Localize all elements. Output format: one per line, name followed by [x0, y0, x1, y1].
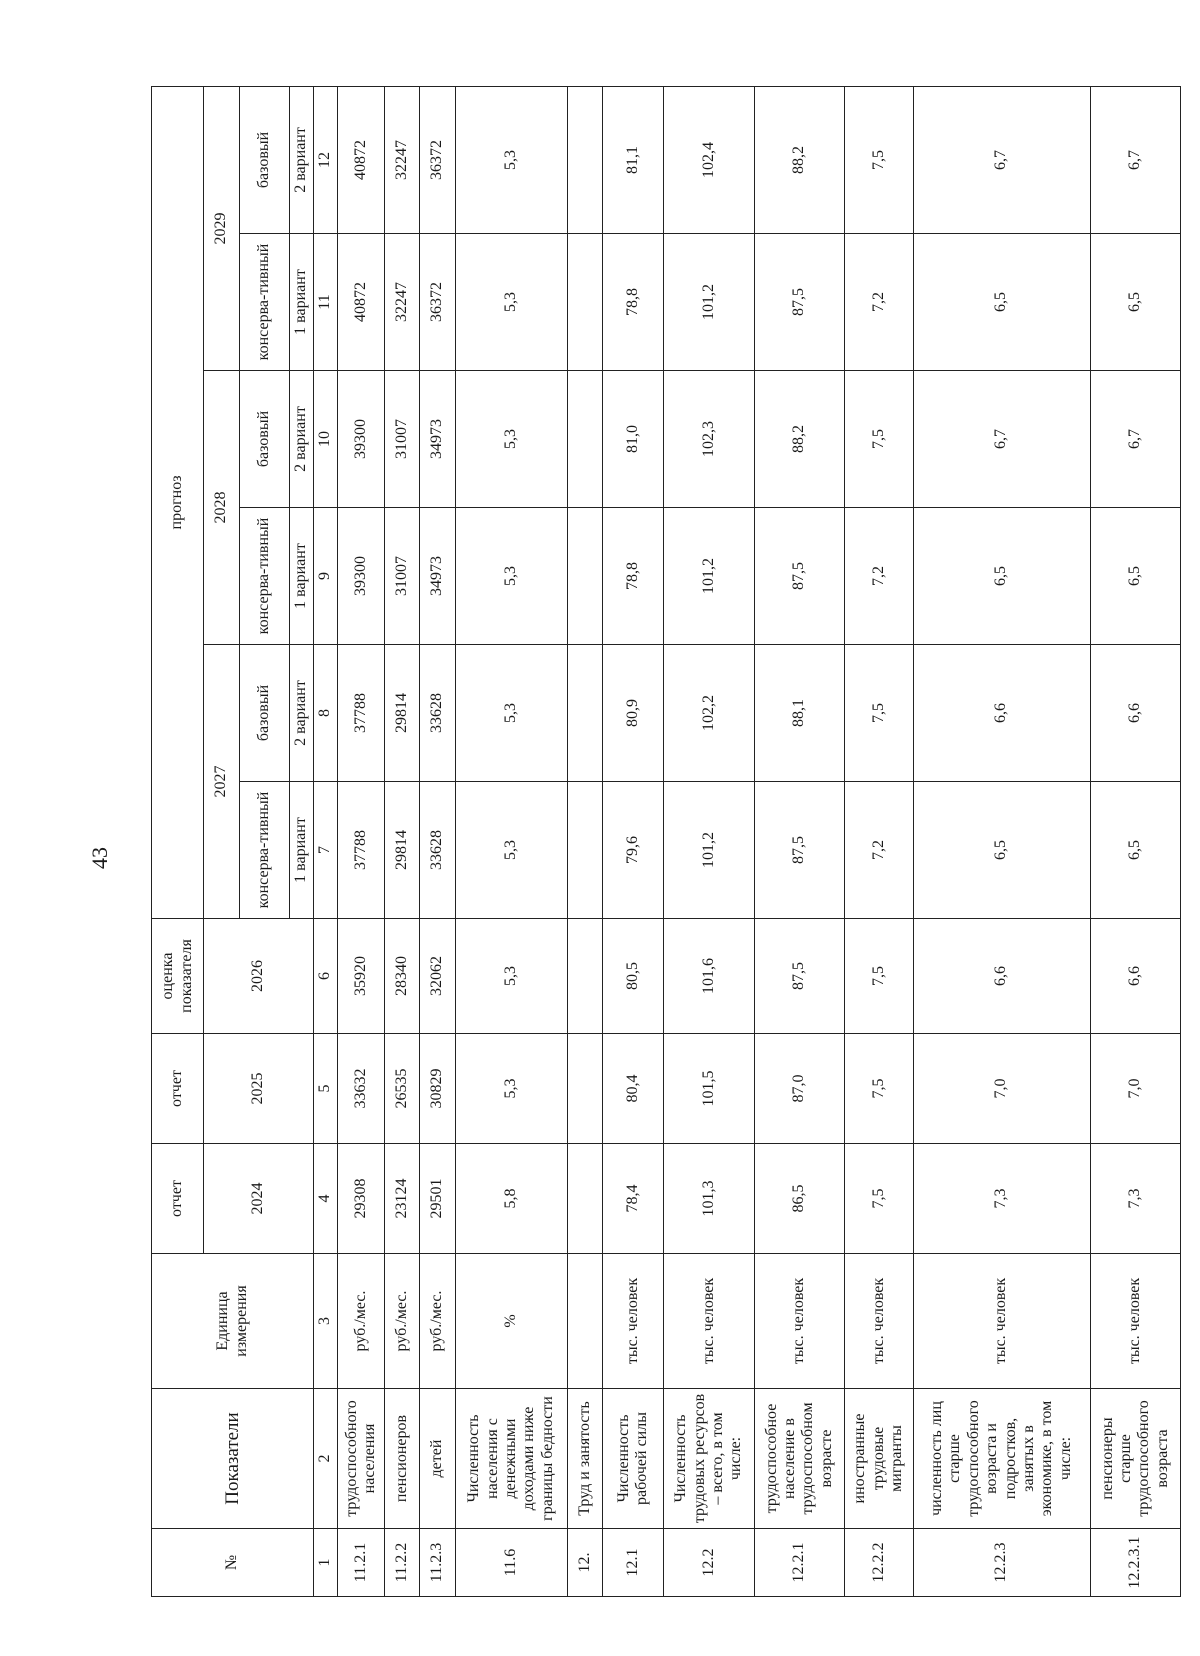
row-value: 81,1 — [603, 86, 664, 233]
row-value: 102,3 — [664, 371, 754, 508]
table-row — [420, 86, 455, 1596]
row-indicator: Численность населения с денежными доходами ниже границы бедности — [455, 1389, 567, 1529]
col-num: 1 — [314, 1529, 338, 1597]
row-number: 12.2.1 — [754, 1529, 844, 1597]
row-value: 6,7 — [913, 371, 1090, 508]
row-unit: тыс. человек — [913, 1254, 1090, 1389]
row-unit: тыс. человек — [1090, 1254, 1180, 1389]
row-indicator: численность лиц старше трудоспособного возраста и подростков, занятых в экономике, в том числе: — [913, 1389, 1090, 1529]
row-value: 39300 — [338, 508, 385, 645]
row-value: 101,5 — [664, 1034, 754, 1144]
col-num: 7 — [314, 782, 338, 919]
row-value: 7,0 — [913, 1034, 1090, 1144]
row-unit: тыс. человек — [844, 1254, 913, 1389]
table-row — [664, 86, 754, 1596]
row-value: 87,0 — [754, 1034, 844, 1144]
row-value: 7,0 — [1090, 1034, 1180, 1144]
year-2024: 2024 — [204, 1144, 314, 1254]
row-value: 32062 — [420, 919, 455, 1034]
table-row — [384, 86, 419, 1596]
col-num: 8 — [314, 645, 338, 782]
row-value: 5,3 — [455, 508, 567, 645]
row-value: 28340 — [384, 919, 419, 1034]
row-value: 101,2 — [664, 234, 754, 371]
row-value: 29501 — [420, 1144, 455, 1254]
row-number: 11.2.1 — [338, 1529, 385, 1597]
row-value: 31007 — [384, 371, 419, 508]
row-value: 101,6 — [664, 919, 754, 1034]
row-value: 29814 — [384, 782, 419, 919]
forecast-header: прогноз — [152, 86, 204, 918]
col-num: 10 — [314, 371, 338, 508]
row-value: 5,3 — [455, 1034, 567, 1144]
row-unit: руб./мес. — [420, 1254, 455, 1389]
row-indicator: трудоспособного населения — [338, 1389, 385, 1529]
row-value: 6,5 — [913, 234, 1090, 371]
row-value: 7,3 — [913, 1144, 1090, 1254]
column-number-row — [314, 86, 338, 1596]
row-value: 88,1 — [754, 645, 844, 782]
forecast-table — [151, 86, 1181, 1597]
row-value: 40872 — [338, 234, 385, 371]
row-value: 7,3 — [1090, 1144, 1180, 1254]
row-value: 7,5 — [844, 645, 913, 782]
table-row — [754, 86, 844, 1596]
row-value: 7,5 — [844, 86, 913, 233]
variant-conservative-2029: консерва-тивный — [240, 234, 290, 371]
row-value: 6,6 — [1090, 645, 1180, 782]
row-number: 12.2.3 — [913, 1529, 1090, 1597]
row-value: 78,8 — [603, 508, 664, 645]
col-number-header: № — [152, 1529, 314, 1597]
col-indicators-header: Показатели — [152, 1389, 314, 1529]
row-value: 40872 — [338, 86, 385, 233]
variant-base-2029: базовый — [240, 86, 290, 233]
row-value: 87,5 — [754, 919, 844, 1034]
row-value: 7,5 — [844, 1144, 913, 1254]
row-value: 102,2 — [664, 645, 754, 782]
row-number: 12.2.2 — [844, 1529, 913, 1597]
row-indicator: Труд и занятость — [567, 1389, 602, 1529]
row-value: 88,2 — [754, 371, 844, 508]
variant-base-2028: базовый — [240, 371, 290, 508]
row-indicator: Численность рабочей силы — [603, 1389, 664, 1529]
col-num: 2 — [314, 1389, 338, 1529]
row-unit: % — [455, 1254, 567, 1389]
row-value: 6,7 — [913, 86, 1090, 233]
row-value: 86,5 — [754, 1144, 844, 1254]
variant-conservative-2028: консерва-тивный — [240, 508, 290, 645]
row-value: 80,5 — [603, 919, 664, 1034]
row-value: 34973 — [420, 371, 455, 508]
row-value: 87,5 — [754, 234, 844, 371]
row-number: 12.2.3.1 — [1090, 1529, 1180, 1597]
variant1-2029: 1 вариант — [290, 234, 314, 371]
table-row — [603, 86, 664, 1596]
row-value: 7,2 — [844, 508, 913, 645]
row-value: 23124 — [384, 1144, 419, 1254]
row-value — [567, 234, 602, 371]
row-unit: руб./мес. — [384, 1254, 419, 1389]
table-row — [844, 86, 913, 1596]
variant2-2027: 2 вариант — [290, 645, 314, 782]
row-value — [567, 1144, 602, 1254]
row-value — [567, 371, 602, 508]
row-value: 36372 — [420, 86, 455, 233]
row-value: 35920 — [338, 919, 385, 1034]
year-2025: 2025 — [204, 1034, 314, 1144]
variant2-2028: 2 вариант — [290, 371, 314, 508]
row-value: 101,2 — [664, 782, 754, 919]
variant-base-2027: базовый — [240, 645, 290, 782]
row-value: 34973 — [420, 508, 455, 645]
row-value: 88,2 — [754, 86, 844, 233]
col-num: 12 — [314, 86, 338, 233]
row-indicator: Численность трудовых ресурсов – всего, в том числе: — [664, 1389, 754, 1529]
row-number: 12.1 — [603, 1529, 664, 1597]
row-value: 30829 — [420, 1034, 455, 1144]
row-value: 5,3 — [455, 645, 567, 782]
col-num: 9 — [314, 508, 338, 645]
row-value: 36372 — [420, 234, 455, 371]
col-unit-header: Единица измерения — [152, 1254, 314, 1389]
col-num: 11 — [314, 234, 338, 371]
col-num: 4 — [314, 1144, 338, 1254]
row-value: 29814 — [384, 645, 419, 782]
row-value: 80,9 — [603, 645, 664, 782]
row-indicator: пенсионеры старше трудоспособного возраста — [1090, 1389, 1180, 1529]
row-value: 78,8 — [603, 234, 664, 371]
variant1-2027: 1 вариант — [290, 782, 314, 919]
table-row — [455, 86, 567, 1596]
year-2028: 2028 — [204, 371, 240, 645]
row-value: 80,4 — [603, 1034, 664, 1144]
row-value: 37788 — [338, 782, 385, 919]
row-value: 33628 — [420, 782, 455, 919]
row-value: 102,4 — [664, 86, 754, 233]
row-value: 5,3 — [455, 919, 567, 1034]
row-unit — [567, 1254, 602, 1389]
row-unit: тыс. человек — [754, 1254, 844, 1389]
row-value: 87,5 — [754, 782, 844, 919]
row-value: 5,3 — [455, 371, 567, 508]
row-value: 5,3 — [455, 86, 567, 233]
row-number: 11.2.2 — [384, 1529, 419, 1597]
row-value: 7,5 — [844, 1034, 913, 1144]
row-value: 101,3 — [664, 1144, 754, 1254]
col-num: 6 — [314, 919, 338, 1034]
row-value: 6,7 — [1090, 371, 1180, 508]
variant-conservative-2027: консерва-тивный — [240, 782, 290, 919]
row-value: 6,5 — [1090, 782, 1180, 919]
table-row — [1090, 86, 1180, 1596]
row-indicator: детей — [420, 1389, 455, 1529]
row-value: 78,4 — [603, 1144, 664, 1254]
row-value: 79,6 — [603, 782, 664, 919]
row-value: 81,0 — [603, 371, 664, 508]
row-value: 6,5 — [913, 782, 1090, 919]
estimate-header: оценка показателя — [152, 919, 204, 1034]
row-value: 31007 — [384, 508, 419, 645]
row-value — [567, 86, 602, 233]
row-value: 101,2 — [664, 508, 754, 645]
row-value: 5,3 — [455, 234, 567, 371]
row-value: 6,6 — [913, 645, 1090, 782]
col-num: 3 — [314, 1254, 338, 1389]
year-2027: 2027 — [204, 645, 240, 919]
row-value: 32247 — [384, 86, 419, 233]
row-value: 5,8 — [455, 1144, 567, 1254]
row-value: 26535 — [384, 1034, 419, 1144]
row-value: 29308 — [338, 1144, 385, 1254]
variant2-2029: 2 вариант — [290, 86, 314, 233]
row-value: 6,5 — [913, 508, 1090, 645]
row-indicator: пенсионеров — [384, 1389, 419, 1529]
row-number: 12. — [567, 1529, 602, 1597]
row-unit: руб./мес. — [338, 1254, 385, 1389]
col-num: 5 — [314, 1034, 338, 1144]
row-value — [567, 1034, 602, 1144]
table-row — [338, 86, 385, 1596]
row-value: 87,5 — [754, 508, 844, 645]
row-value: 7,5 — [844, 919, 913, 1034]
row-value: 5,3 — [455, 782, 567, 919]
row-number: 11.6 — [455, 1529, 567, 1597]
row-value: 6,5 — [1090, 234, 1180, 371]
row-unit: тыс. человек — [603, 1254, 664, 1389]
row-value — [567, 919, 602, 1034]
year-2029: 2029 — [204, 86, 240, 370]
row-value: 6,6 — [913, 919, 1090, 1034]
year-2026: 2026 — [204, 919, 314, 1034]
row-unit: тыс. человек — [664, 1254, 754, 1389]
row-number: 11.2.3 — [420, 1529, 455, 1597]
row-value — [567, 508, 602, 645]
row-value: 6,6 — [1090, 919, 1180, 1034]
row-value — [567, 645, 602, 782]
row-value: 7,2 — [844, 234, 913, 371]
row-value: 32247 — [384, 234, 419, 371]
row-indicator: иностранные трудовые мигранты — [844, 1389, 913, 1529]
row-value: 33628 — [420, 645, 455, 782]
table-row — [913, 86, 1090, 1596]
row-value: 37788 — [338, 645, 385, 782]
row-value: 39300 — [338, 371, 385, 508]
page-number: 43 — [87, 847, 112, 869]
report-2025-header: отчет — [152, 1034, 204, 1144]
row-value: 6,7 — [1090, 86, 1180, 233]
variant1-2028: 1 вариант — [290, 508, 314, 645]
row-value: 7,5 — [844, 371, 913, 508]
row-value — [567, 782, 602, 919]
report-2024-header: отчет — [152, 1144, 204, 1254]
row-number: 12.2 — [664, 1529, 754, 1597]
row-indicator: трудоспособное население в трудоспособном возрасте — [754, 1389, 844, 1529]
rotated-table-container — [151, 87, 1181, 1597]
table-body — [338, 86, 1181, 1596]
row-value: 7,2 — [844, 782, 913, 919]
row-value: 6,5 — [1090, 508, 1180, 645]
row-value: 33632 — [338, 1034, 385, 1144]
table-row — [567, 86, 602, 1596]
